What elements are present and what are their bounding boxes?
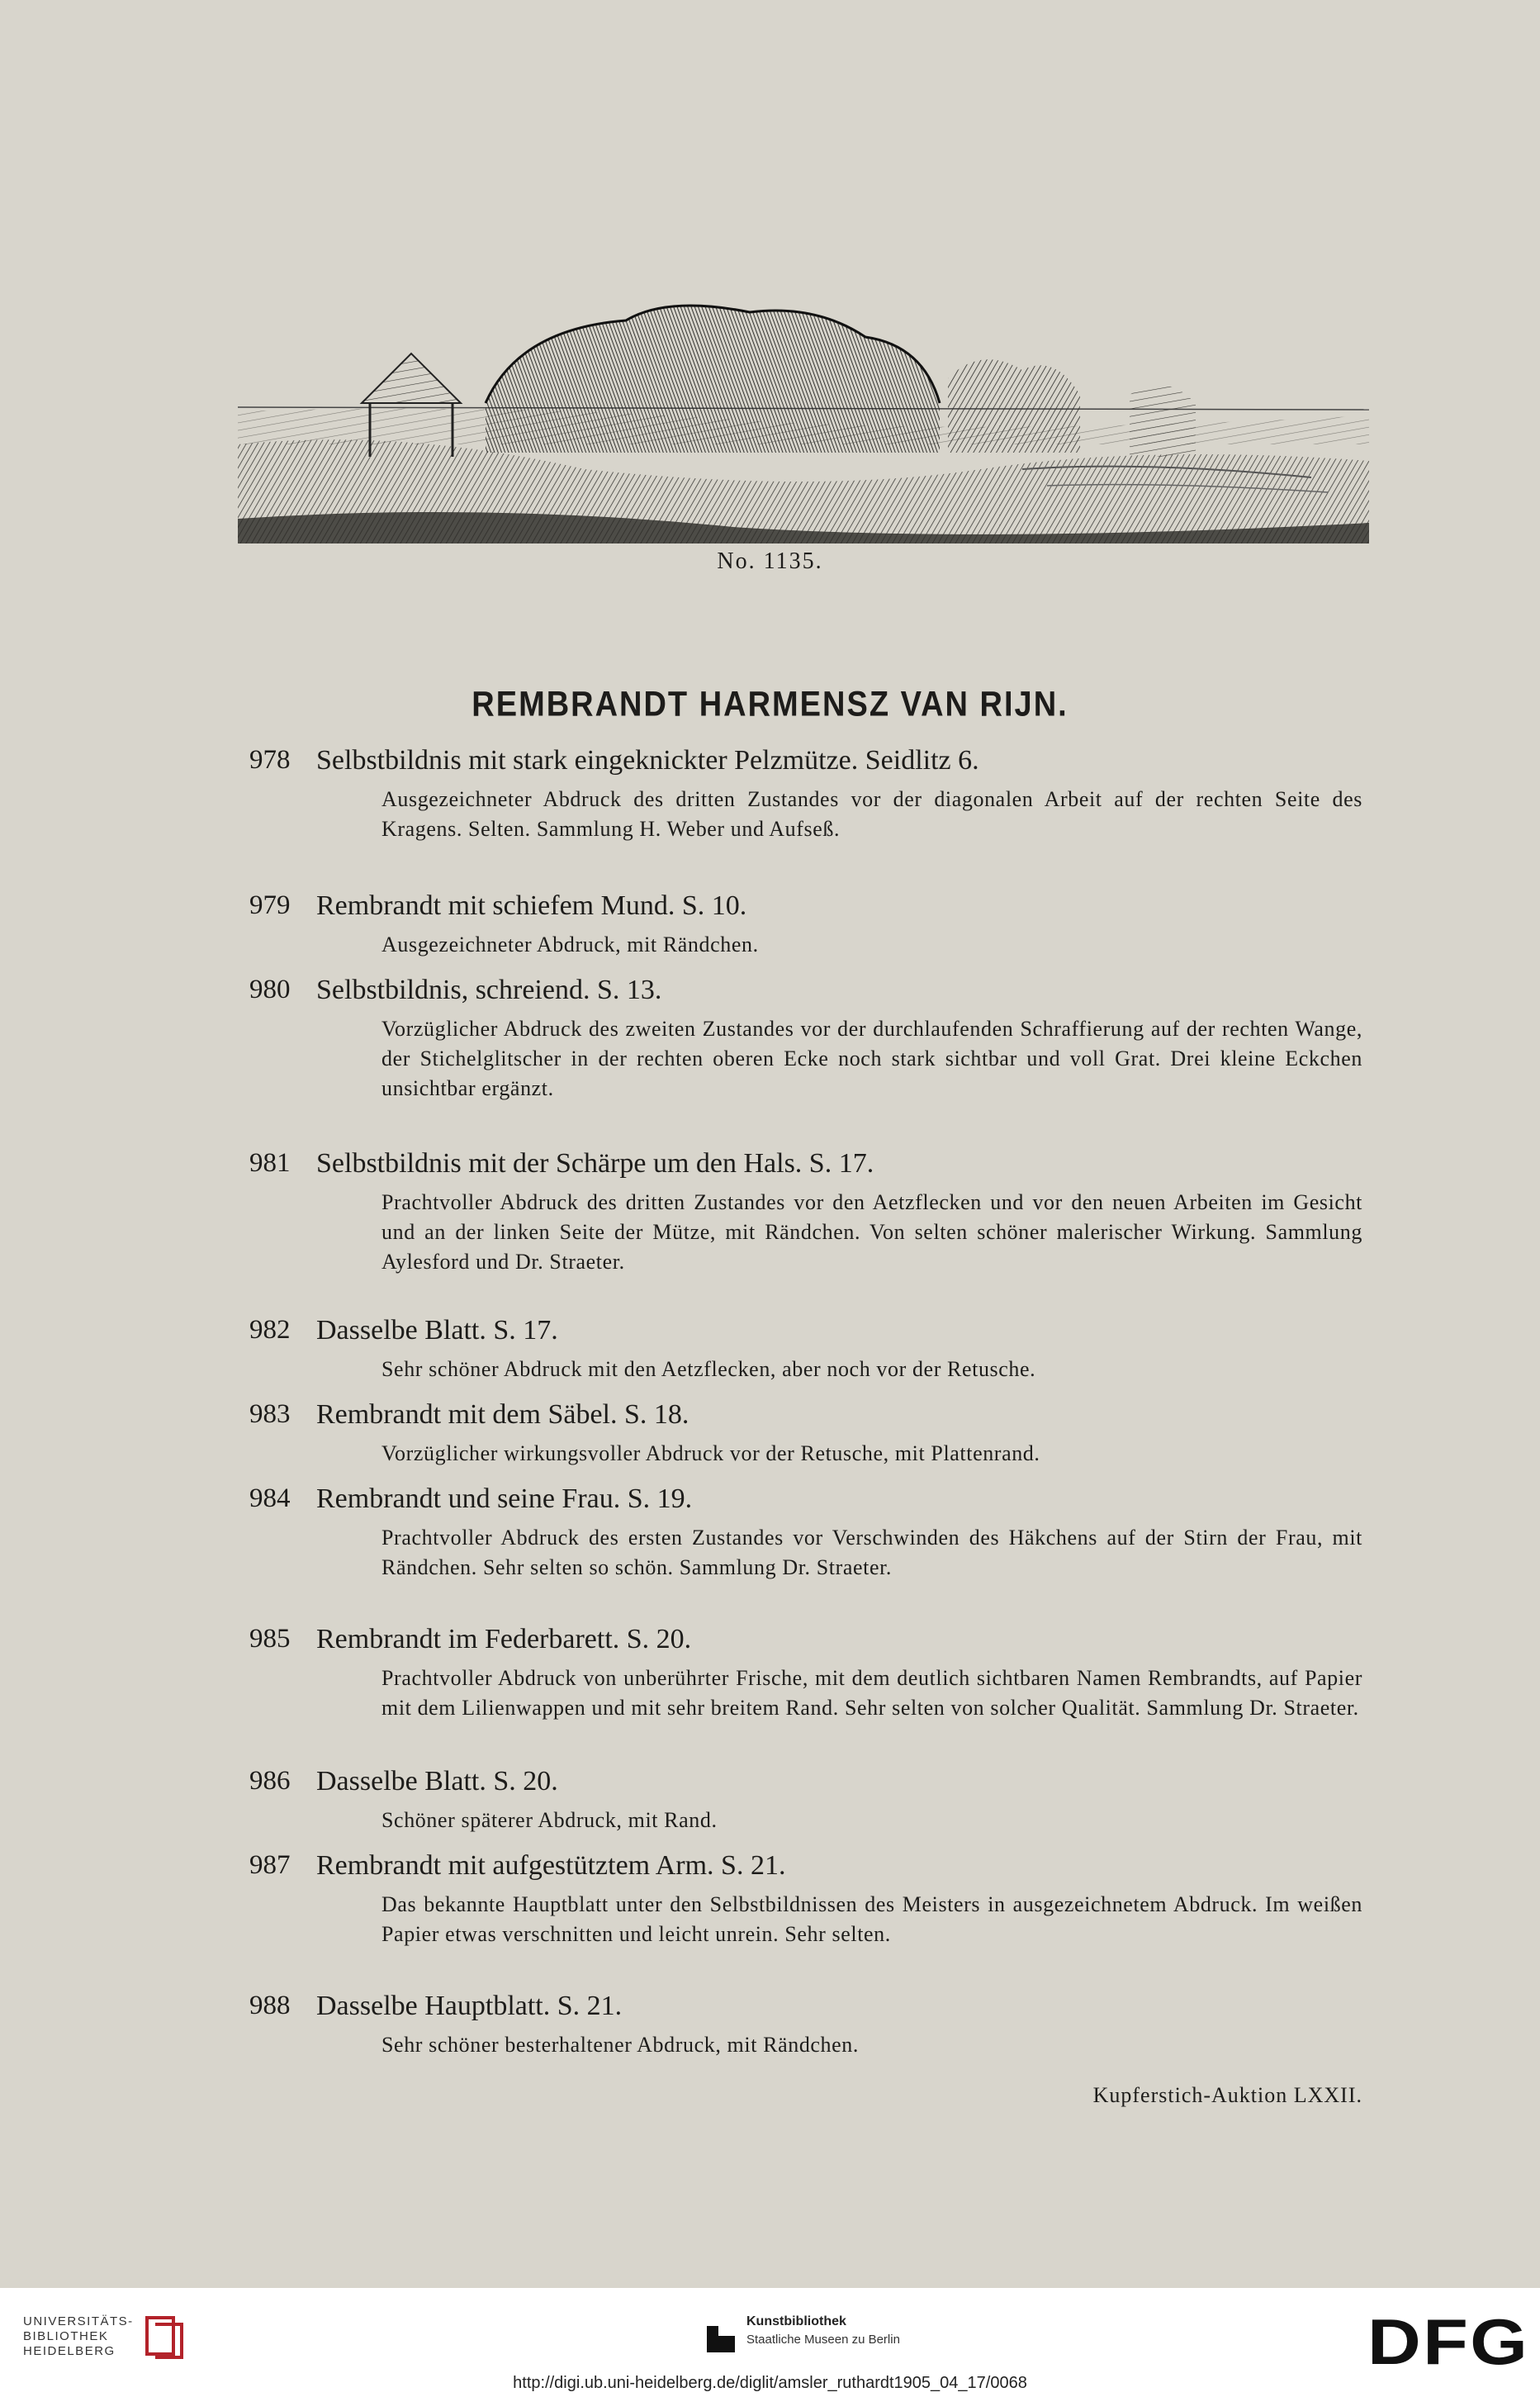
landscape-etching-illustration: [238, 279, 1369, 543]
entry-description: Ausgezeichneter Abdruck, mit Rändchen.: [381, 933, 759, 956]
entry-number: 978: [249, 745, 291, 775]
entry-title: Selbstbildnis mit stark eingeknickter Pelzmütze. Seidlitz 6.: [316, 745, 979, 776]
university-library-logo-text[interactable]: [23, 2314, 134, 2359]
entry-description: Das bekannte Hauptblatt unter den Selbstbildnissen des Meisters in ausgezeichnetem Abdruck. Im weißen Papier etwas verschnitten und leicht unrein. Sehr selten.: [381, 1892, 1362, 1946]
entry-description: Prachtvoller Abdruck des dritten Zustandes vor den Aetzflecken und vor den neuen Arbeiten im Gesicht und an der linken Seite der Mütze, mit Rändchen. Von selten schöner malerischer Wirkung. Sammlung Aylesford und Dr. Straeter.: [381, 1190, 1362, 1274]
entry-title: Rembrandt mit dem Säbel. S. 18.: [316, 1399, 689, 1430]
entry-number: 983: [249, 1399, 291, 1429]
entry-title: Rembrandt mit schiefem Mund. S. 10.: [316, 890, 747, 921]
entry-description: Sehr schöner Abdruck mit den Aetzflecken, aber noch vor der Retusche.: [381, 1357, 1036, 1381]
kunstbibliothek-title[interactable]: Kunstbibliothek: [746, 2314, 846, 2328]
entry-title: Rembrandt im Federbarett. S. 20.: [316, 1624, 692, 1654]
entry-title: Dasselbe Blatt. S. 20.: [316, 1766, 558, 1797]
entry-title: Selbstbildnis mit der Schärpe um den Hals. S. 17.: [316, 1148, 874, 1179]
university-line-1: UNIVERSITÄTS-: [23, 2314, 134, 2328]
entry-number: 981: [249, 1148, 291, 1178]
entry-description: Vorzüglicher wirkungsvoller Abdruck vor der Retusche, mit Plattenrand.: [381, 1441, 1040, 1465]
catalog-footer-note: Kupferstich-Auktion LXXII.: [1092, 2083, 1362, 2107]
kunstbibliothek-subtitle: Staatliche Museen zu Berlin: [746, 2333, 900, 2347]
dfg-logo[interactable]: DFG: [1367, 2305, 1530, 2378]
entry-number: 982: [249, 1315, 291, 1345]
university-line-2: BIBLIOTHEK: [23, 2329, 109, 2343]
entry-description: Prachtvoller Abdruck des ersten Zustandes vor Verschwinden des Häkchens auf der Stirn der Frau, mit Rändchen. Sehr selten so schön. Sammlung Dr. Straeter.: [381, 1526, 1362, 1579]
kunstbibliothek-logo-icon: [704, 2319, 738, 2354]
entry-number: 988: [249, 1991, 291, 2020]
university-seal-icon: [140, 2313, 190, 2359]
source-url-link[interactable]: http://digi.ub.uni-heidelberg.de/diglit/amsler_ruthardt1905_04_17/0068: [513, 2374, 1027, 2392]
entry-description: Ausgezeichneter Abdruck des dritten Zustandes vor der diagonalen Arbeit auf der rechten Seite des Kragens. Selten. Sammlung H. Weber und Aufseß.: [381, 787, 1362, 841]
entry-number: 986: [249, 1766, 291, 1796]
entry-title: Rembrandt und seine Frau. S. 19.: [316, 1483, 693, 1514]
entry-number: 987: [249, 1850, 291, 1880]
entry-description: Sehr schöner besterhaltener Abdruck, mit Rändchen.: [381, 2033, 859, 2057]
section-heading: REMBRANDT HARMENSZ VAN RIJN.: [471, 685, 1069, 724]
entry-description: Prachtvoller Abdruck von unberührter Frische, mit dem deutlich sichtbaren Namen Rembrandts, auf Papier mit dem Lilienwappen und mit sehr breitem Rand. Sehr selten von solcher Qualität. Sammlung Dr. Straeter.: [381, 1666, 1362, 1720]
entry-title: Dasselbe Hauptblatt. S. 21.: [316, 1991, 623, 2021]
entry-number: 985: [249, 1624, 291, 1654]
entry-title: Rembrandt mit aufgestütztem Arm. S. 21.: [316, 1850, 786, 1881]
entry-description: Vorzüglicher Abdruck des zweiten Zustandes vor der durchlaufenden Schraffierung auf der rechten Wange, der Stichelglitscher in der rechten oberen Ecke noch stark sichtbar und voll Grat. Drei kleine Eckchen unsichtbar ergänzt.: [381, 1017, 1362, 1100]
entry-number: 979: [249, 890, 291, 920]
entry-number: 984: [249, 1483, 291, 1513]
university-line-3: HEIDELBERG: [23, 2344, 116, 2358]
illustration-caption: No. 1135.: [717, 548, 823, 574]
entry-title: Dasselbe Blatt. S. 17.: [316, 1315, 558, 1346]
entry-number: 980: [249, 975, 291, 1004]
entry-title: Selbstbildnis, schreiend. S. 13.: [316, 975, 662, 1005]
entry-description: Schöner späterer Abdruck, mit Rand.: [381, 1808, 718, 1832]
